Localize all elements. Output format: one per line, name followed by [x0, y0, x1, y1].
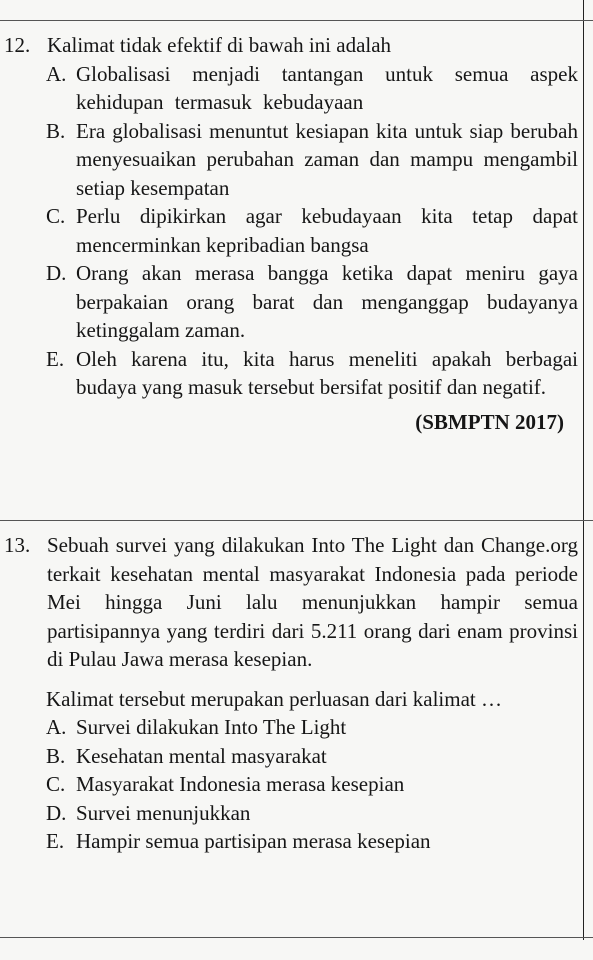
- question-number: 12.: [4, 33, 31, 57]
- row-divider-top: [0, 20, 593, 21]
- option-text: Survei dilakukan Into The Light: [76, 715, 347, 739]
- option-letter: E.: [46, 346, 65, 371]
- question-number: 13.: [4, 533, 31, 557]
- option-e[interactable]: [0, 345, 578, 402]
- option-letter: A.: [46, 61, 67, 86]
- option-text: Globalisasi menjadi tantangan untuk semua aspek kehidupan termasuk kebudayaan: [76, 61, 578, 114]
- option-c[interactable]: [0, 202, 578, 259]
- option-text: Survei menunjukkan: [76, 800, 251, 825]
- option-letter: A.: [46, 715, 67, 739]
- option-text: Perlu dipikirkan agar kebudayaan kita tetap dapat mencerminkan kepribadian bangsa: [76, 204, 578, 257]
- option-letter: D.: [46, 800, 67, 825]
- option-d[interactable]: [0, 259, 578, 345]
- question-13: [0, 531, 578, 856]
- option-a[interactable]: [0, 713, 578, 742]
- question-stem: Kalimat tidak efektif di bawah ini adalah: [47, 33, 392, 57]
- question-stem: Sebuah survei yang dilakukan Into The Light dan Change.org terkait kesehatan mental masyarakat Indonesia pada periode Mei hingga Juni lalu menunjukkan hampir semua partisipannya yang terdiri dari 5.211 orang dari enam provinsi di Pulau Jawa merasa kesepian.: [47, 533, 578, 671]
- option-letter: C.: [46, 204, 66, 228]
- option-text: Orang akan merasa bangga ketika dapat meniru gaya berpakaian orang barat dan menganggap budayanya ketinggalam zaman.: [76, 261, 578, 342]
- option-letter: C.: [46, 772, 66, 796]
- option-text: Hampir semua partisipan merasa kesepian: [76, 829, 431, 853]
- option-e[interactable]: [0, 827, 578, 856]
- question-source: (SBMPTN 2017): [415, 409, 564, 434]
- option-letter: B.: [46, 743, 66, 768]
- row-divider-middle: [0, 520, 593, 521]
- option-text: Oleh karena itu, kita harus meneliti apakah berbagai budaya yang masuk tersebut bersifat positif dan negatif.: [76, 346, 578, 399]
- option-text: Kesehatan mental masyarakat: [76, 743, 327, 768]
- option-letter: E.: [46, 829, 65, 853]
- option-letter: B.: [46, 118, 66, 143]
- option-a[interactable]: [0, 60, 578, 117]
- option-text: Masyarakat Indonesia merasa kesepian: [76, 772, 405, 796]
- option-letter: D.: [46, 261, 67, 285]
- table-border-right: [583, 0, 584, 940]
- option-d[interactable]: [0, 799, 578, 828]
- option-text: Era globalisasi menuntut kesiapan kita untuk siap berubah menyesuaikan perubahan zaman dan mampu mengambil setiap kesempatan: [76, 118, 578, 200]
- option-b[interactable]: [0, 742, 578, 771]
- row-divider-bottom: [0, 937, 593, 938]
- question-prompt: Kalimat tersebut merupakan perluasan dari kalimat …: [46, 686, 503, 711]
- option-c[interactable]: [0, 770, 578, 799]
- option-b[interactable]: [0, 117, 578, 203]
- question-12: [0, 31, 578, 436]
